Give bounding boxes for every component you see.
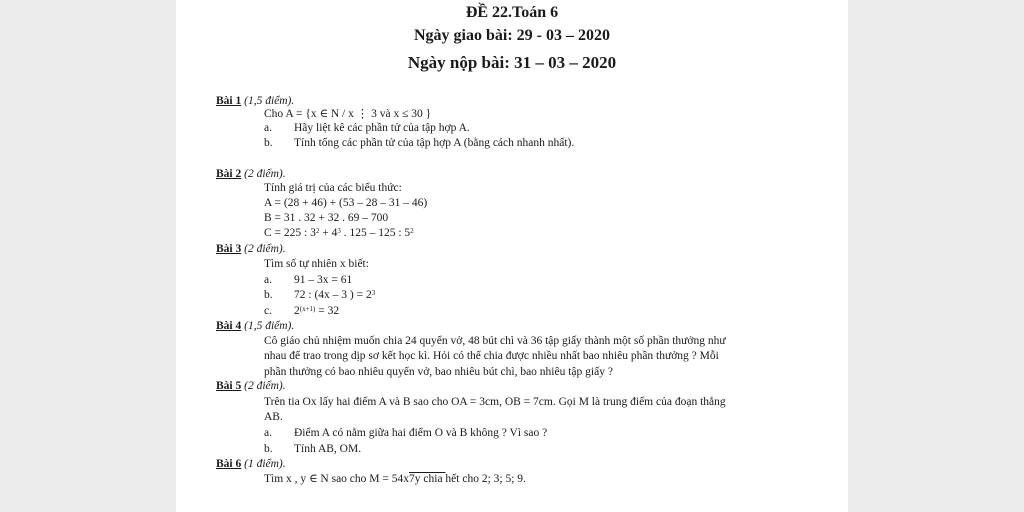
- bai5-score: (2 điểm).: [244, 380, 286, 392]
- bai6-text-part2: hết cho 2; 3; 5; 9.: [445, 473, 526, 485]
- expr-c-part2: + 4: [319, 227, 338, 239]
- expr-c-part1: C = 225 : 3: [264, 227, 316, 239]
- bai3-intro: Tìm số tự nhiên x biết:: [264, 258, 369, 270]
- bai5-a-label: a.: [264, 427, 272, 439]
- bai6-text: [264, 473, 526, 486]
- bai5-line2: AB.: [264, 411, 283, 423]
- expr-c-exp2: 3: [337, 227, 341, 235]
- bai3-b-main: 72 : (4x – 3 ) = 2: [294, 289, 372, 301]
- bai1-b-label: b.: [264, 137, 273, 149]
- bai1-title: Bài 1: [216, 95, 242, 107]
- bai5-heading: [216, 380, 286, 393]
- due-date: Ngày nộp bài: 31 – 03 – 2020: [407, 53, 617, 72]
- bai4-title: Bài 4: [216, 320, 242, 332]
- bai2-title: Bài 2: [216, 168, 242, 180]
- bai2-score: (2 điểm).: [244, 168, 286, 180]
- bai1-b-text: Tính tổng các phần tử của tập hợp A (bằng cách nhanh nhất).: [294, 137, 575, 149]
- bai2-expr-b: B = 31 . 32 + 32 . 69 – 700: [264, 212, 389, 224]
- bai3-a-text: 91 – 3x = 61: [294, 274, 353, 286]
- bai5-line1: Trên tia Ox lấy hai điểm A và B sao cho OA = 3cm, OB = 7cm. Gọi M là trung điểm của đoạn thẳng: [264, 396, 726, 408]
- document-page: [176, 0, 848, 512]
- bai4-line2: nhau để trao trong dịp sơ kết học kì. Hỏi có thể chia được nhiều nhất bao nhiêu phần thưởng ? Mỗi: [264, 350, 719, 362]
- bai1-a-text: Hãy liệt kê các phần tử của tập hợp A.: [294, 122, 470, 134]
- bai3-c-label: c.: [264, 305, 272, 317]
- bai2-expr-c: [264, 227, 414, 240]
- bai2-expr-a: A = (28 + 46) + (53 – 28 – 31 – 46): [264, 197, 428, 209]
- bai1-a-label: a.: [264, 122, 272, 134]
- bai3-c-base: 2: [294, 305, 300, 317]
- bai5-a-text: Điểm A có nằm giữa hai điểm O và B không ? Vì sao ?: [294, 427, 548, 439]
- bai2-heading: [216, 168, 286, 181]
- assign-date: Ngày giao bài: 29 - 03 – 2020: [414, 27, 610, 44]
- bai5-b-text: Tính AB, OM.: [294, 443, 362, 455]
- bai3-b-label: b.: [264, 289, 273, 301]
- bai3-title: Bài 3: [216, 243, 242, 255]
- bai3-heading: [216, 243, 286, 256]
- bai1-score: (1,5 điểm).: [244, 95, 295, 107]
- bai4-score: (1,5 điểm).: [244, 320, 295, 332]
- bai3-b-text: [294, 289, 375, 302]
- bai6-score: (1 điểm).: [244, 458, 286, 470]
- bai6-text-part1: Tìm x , y ∈ N sao cho M = 54x: [264, 473, 410, 485]
- bai3-a-label: a.: [264, 274, 272, 286]
- bai3-c-exp: (x+1): [299, 305, 316, 313]
- bai5-b-label: b.: [264, 443, 273, 455]
- bai3-c-rest: = 32: [315, 305, 340, 317]
- bai3-score: (2 điểm).: [244, 243, 286, 255]
- page-title: ĐỀ 22.Toán 6: [465, 4, 559, 21]
- bai2-intro: Tính giá trị của các biểu thức:: [264, 182, 402, 194]
- bai3-b-exp: 3: [371, 289, 376, 297]
- bai1-intro: Cho A = {x ∈ N / x ⋮ 3 và x ≤ 30 }: [264, 108, 432, 120]
- expr-c-part3: . 125 – 125 : 5: [340, 227, 411, 239]
- expr-c-exp1: 2: [315, 227, 320, 235]
- bai3-c-text: [294, 305, 339, 318]
- bai4-heading: [216, 320, 294, 333]
- bai6-overline-number: 7y chia: [409, 473, 446, 485]
- bai4-line3: phần thưởng có bao nhiêu quyển vở, bao nhiêu bút chì, bao nhiêu tập giấy ?: [264, 366, 613, 378]
- expr-c-exp3: 2: [410, 227, 414, 235]
- bai1-heading: [216, 95, 294, 108]
- bai4-line1: Cô giáo chủ nhiệm muốn chia 24 quyển vở, 48 bút chì và 36 tập giấy thành một số phần thưởng như: [264, 335, 726, 347]
- bai6-heading: [216, 458, 286, 471]
- bai6-title: Bài 6: [216, 458, 242, 470]
- bai5-title: Bài 5: [216, 380, 242, 392]
